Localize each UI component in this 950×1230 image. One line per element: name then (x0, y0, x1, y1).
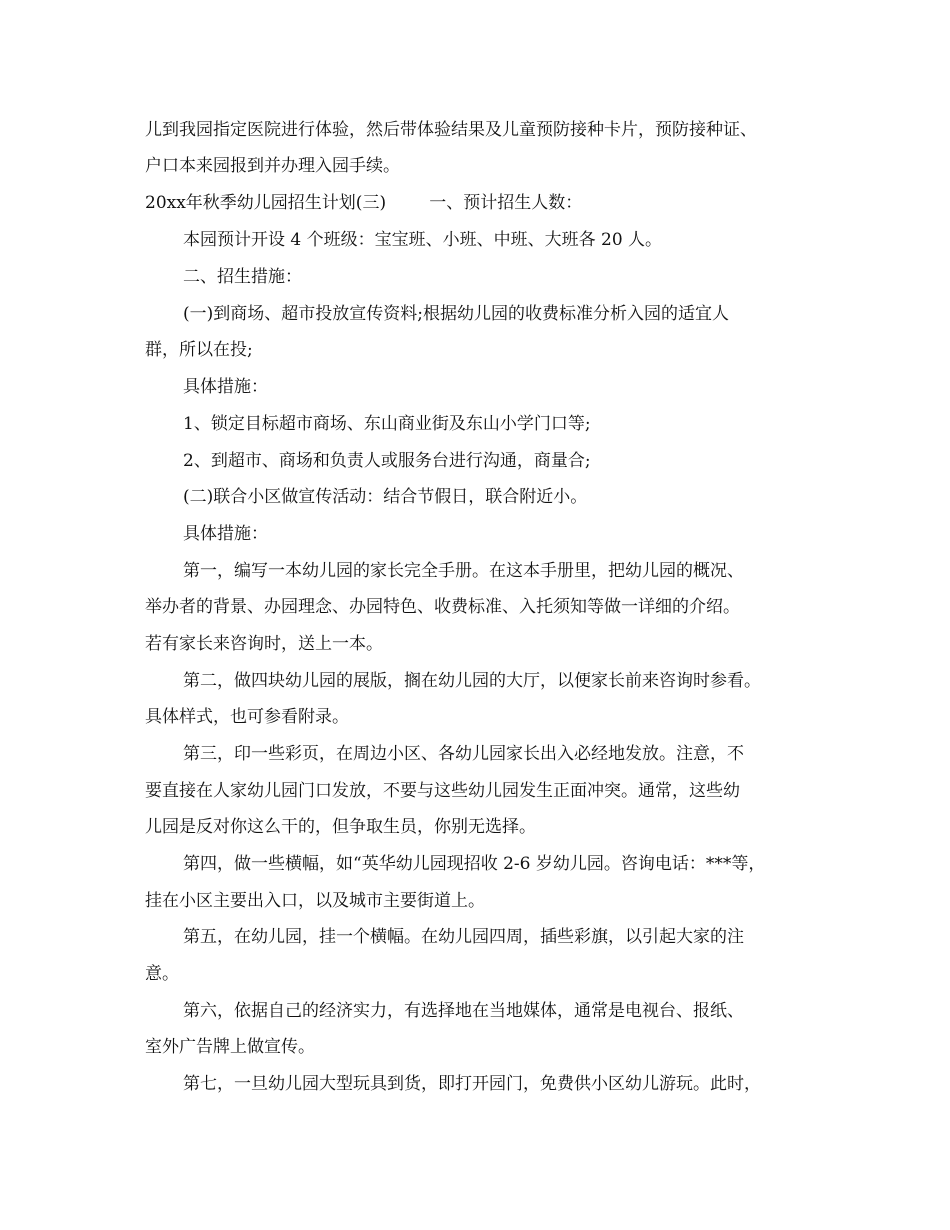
text-line: 具体样式，也可参看附录。 (145, 707, 349, 727)
text-line: (二)联合小区做宣传活动：结合节假日，联合附近小。 (183, 487, 588, 507)
text-line: 挂在小区主要出入口，以及城市主要街道上。 (145, 891, 485, 911)
text-line: 第六，依据自己的经济实力，有选择地在当地媒体，通常是电视台、报纸、 (183, 1001, 744, 1021)
text-line: 若有家长来咨询时，送上一本。 (145, 634, 383, 654)
text-line: 群，所以在投; (145, 340, 253, 360)
subheading: 具体措施： (183, 524, 268, 544)
text-line: 第二，做四块幼儿园的展版，搁在幼儿园的大厅，以便家长前来咨询时参看。 (183, 671, 761, 691)
text-line: 本园预计开设 4 个班级：宝宝班、小班、中班、大班各 20 人。 (183, 230, 663, 250)
text-line: 意。 (145, 964, 179, 984)
text-line: 第七，一旦幼儿园大型玩具到货，即打开园门，免费供小区幼儿游玩。此时， (183, 1074, 761, 1094)
list-item: 2、到超市、商场和负责人或服务台进行沟通，商量合; (183, 451, 591, 471)
text-line: 要直接在人家幼儿园门口发放，不要与这些幼儿园发生正面冲突。通常，这些幼 (145, 781, 740, 801)
text-line: 举办者的背景、办园理念、办园特色、收费标准、入托须知等做一详细的介绍。 (145, 597, 740, 617)
subheading: 具体措施： (183, 377, 268, 397)
text-line: 儿园是反对你这么干的，但争取生员，你别无选择。 (145, 817, 536, 837)
text-line: 第四，做一些横幅，如“英华幼儿园现招收 2-6 岁幼儿园。咨询电话：***等， (183, 854, 766, 874)
text-line: 户口本来园报到并办理入园手续。 (145, 156, 400, 176)
section-heading: 二、招生措施： (183, 267, 302, 287)
text-line: 第五，在幼儿园，挂一个横幅。在幼儿园四周，插些彩旗，以引起大家的注 (183, 927, 744, 947)
text-line: 第三，印一些彩页，在周边小区、各幼儿园家长出入必经地发放。注意，不 (183, 744, 744, 764)
text-line: 室外广告牌上做宣传。 (145, 1037, 315, 1057)
section-title-line: 20xx年秋季幼儿园招生计划(三) 一、预计招生人数： (145, 193, 583, 213)
text-line: 儿到我园指定医院进行体验，然后带体验结果及儿童预防接种卡片，预防接种证、 (145, 120, 757, 140)
text-line: 第一，编写一本幼儿园的家长完全手册。在这本手册里，把幼儿园的概况、 (183, 561, 744, 581)
list-item: 1、锁定目标超市商场、东山商业街及东山小学门口等; (183, 414, 591, 434)
text-line: (一)到商场、超市投放宣传资料;根据幼儿园的收费标准分析入园的适宜人 (183, 304, 729, 324)
